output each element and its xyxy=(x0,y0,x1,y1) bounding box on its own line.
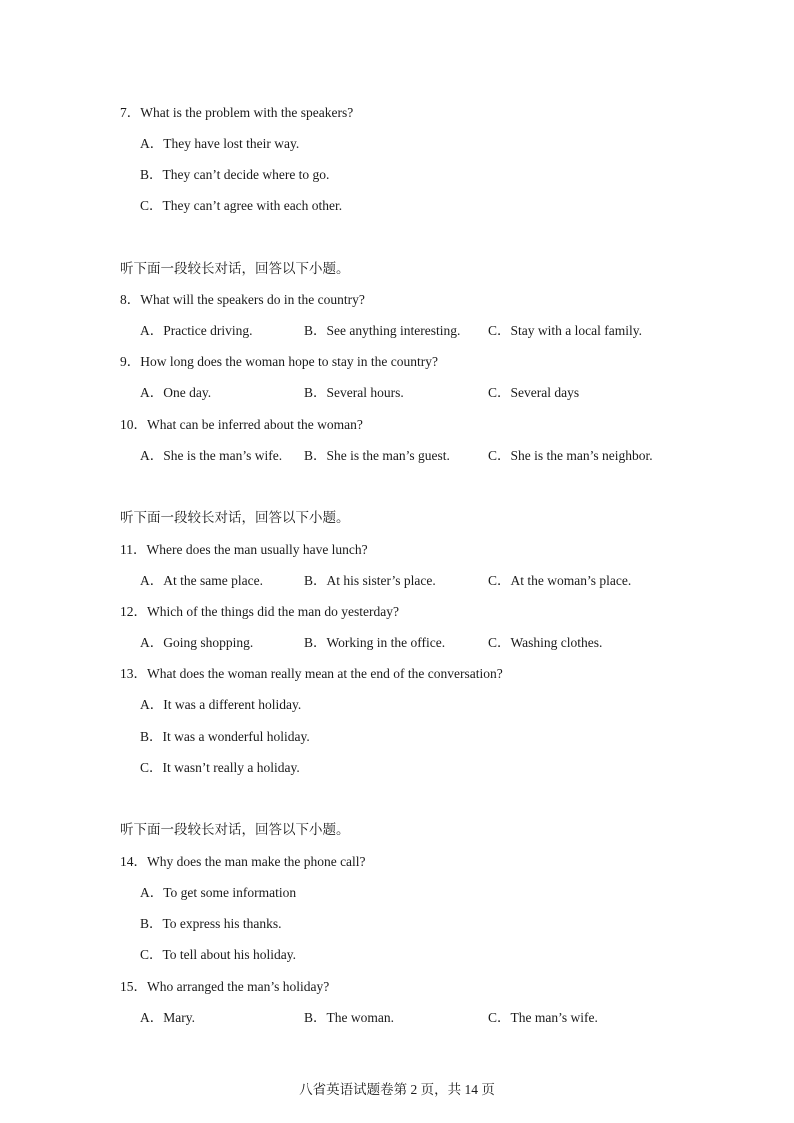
question-15-stem: 15．Who arranged the man’s holiday? xyxy=(120,979,330,994)
question-13-stem: 13．What does the woman really mean at the end of the conversation? xyxy=(120,666,503,681)
question-10-option-a: A．She is the man’s wife. xyxy=(140,448,283,463)
question-7-option-a: A．They have lost their way. xyxy=(140,136,300,151)
section-intro: 听下面一段较长对话，回答以下小题。 xyxy=(120,261,350,276)
question-12-option-b: B．Working in the office. xyxy=(304,635,446,650)
question-13-option-a: A．It was a different holiday. xyxy=(140,697,302,712)
question-11-stem: 11．Where does the man usually have lunch? xyxy=(120,542,368,557)
question-14-option-b: B．To express his thanks. xyxy=(140,916,282,931)
question-14-stem: 14．Why does the man make the phone call? xyxy=(120,854,366,869)
question-8-option-c: C．Stay with a local family. xyxy=(488,323,642,338)
question-10-stem: 10．What can be inferred about the woman? xyxy=(120,417,363,432)
question-8-stem: 8．What will the speakers do in the country? xyxy=(120,292,365,307)
question-15-option-a: A．Mary. xyxy=(140,1010,195,1025)
question-10-option-c: C．She is the man’s neighbor. xyxy=(488,448,653,463)
question-12-option-a: A．Going shopping. xyxy=(140,635,254,650)
question-9-stem: 9．How long does the woman hope to stay in the country? xyxy=(120,354,438,369)
question-11-option-c: C．At the woman’s place. xyxy=(488,573,632,588)
question-7-option-b: B．They can’t decide where to go. xyxy=(140,167,330,182)
question-14-option-a: A．To get some information xyxy=(140,885,297,900)
question-9-option-b: B．Several hours. xyxy=(304,385,404,400)
question-13-option-b: B．It was a wonderful holiday. xyxy=(140,729,310,744)
question-9-option-c: C．Several days xyxy=(488,385,580,400)
question-8-option-b: B．See anything interesting. xyxy=(304,323,461,338)
question-15-option-b: B．The woman. xyxy=(304,1010,394,1025)
question-11-option-b: B．At his sister’s place. xyxy=(304,573,436,588)
question-8-option-a: A．Practice driving. xyxy=(140,323,253,338)
question-12-stem: 12．Which of the things did the man do yesterday? xyxy=(120,604,399,619)
question-7-stem: 7．What is the problem with the speakers? xyxy=(120,105,354,120)
question-14-option-c: C．To tell about his holiday. xyxy=(140,947,297,962)
question-9-option-a: A．One day. xyxy=(140,385,212,400)
question-11-option-a: A．At the same place. xyxy=(140,573,263,588)
question-13-option-c: C．It wasn’t really a holiday. xyxy=(140,760,300,775)
question-10-option-b: B．She is the man’s guest. xyxy=(304,448,450,463)
question-12-option-c: C．Washing clothes. xyxy=(488,635,603,650)
question-15-option-c: C．The man’s wife. xyxy=(488,1010,598,1025)
section-intro: 听下面一段较长对话，回答以下小题。 xyxy=(120,822,350,837)
page-footer: 八省英语试题卷第 2 页，共 14 页 xyxy=(299,1082,495,1097)
question-7-option-c: C．They can’t agree with each other. xyxy=(140,198,343,213)
section-intro: 听下面一段较长对话，回答以下小题。 xyxy=(120,510,350,525)
